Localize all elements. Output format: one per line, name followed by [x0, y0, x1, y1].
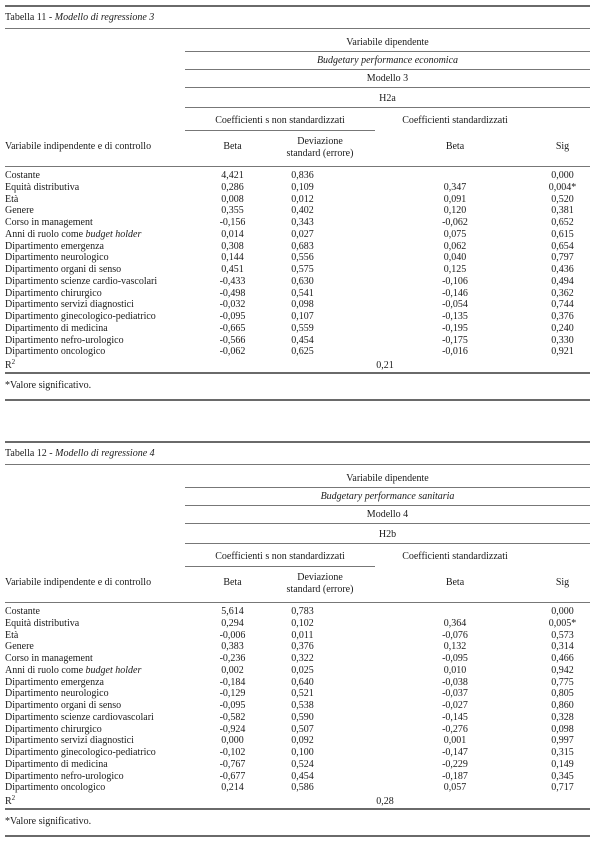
hypothesis-label: H2a	[379, 93, 396, 104]
rule	[185, 130, 375, 131]
row-label-text: Corso in management	[5, 217, 93, 228]
cell-dev: 0,575	[291, 264, 314, 275]
row-label	[5, 654, 93, 664]
cell-dev: 0,109	[291, 181, 314, 193]
cell-dev: 0,098	[291, 299, 314, 311]
cell-beta: 0,144	[221, 252, 244, 264]
cell-dev: 0,521	[291, 688, 314, 700]
top-rule	[5, 441, 590, 443]
cell-dev: 0,640	[291, 676, 314, 688]
row-label-text: Dipartimento scienze cardio-vascolari	[5, 275, 158, 287]
table-title	[5, 13, 154, 23]
cell-dev: 0,836	[291, 170, 314, 181]
cell-beta-std: -0,146	[442, 287, 468, 299]
cell-dev: 0,025	[291, 664, 314, 676]
row-label-text: Dipartimento neurologico	[5, 252, 109, 264]
row-label	[5, 631, 18, 641]
row-label-text: Dipartimento emergenza	[5, 240, 104, 252]
row-label-text: Genere	[5, 641, 34, 653]
row-label-text: Anni di ruolo come	[5, 664, 86, 676]
cell-sig: 0,717	[551, 782, 574, 794]
row-label	[5, 772, 124, 782]
row-label	[5, 760, 108, 770]
cell-beta-std: -0,016	[442, 346, 468, 358]
cell-dev: 0,102	[291, 617, 314, 629]
row-label-text: Dipartimento emergenza	[5, 676, 104, 688]
row-label	[5, 265, 121, 275]
cell-beta: 0,286	[221, 181, 244, 193]
cell-beta: 0,383	[221, 641, 244, 653]
row-label-text: Dipartimento oncologico	[5, 782, 106, 794]
cell-beta-std: 0,040	[443, 252, 467, 264]
cell-beta-std: -0,038	[442, 676, 468, 688]
col-dev-header-1: Deviazione	[297, 136, 343, 147]
row-label-text: Dipartimento ginecologico-pediatrico	[5, 311, 156, 322]
cell-dev: 0,376	[291, 641, 314, 653]
cell-sig: 0,615	[551, 228, 574, 240]
col-beta-std-header: Beta	[445, 141, 465, 152]
row-label-text: Costante	[5, 606, 40, 617]
cell-beta-std: 0,120	[443, 205, 467, 217]
cell-sig: 0,005*	[548, 617, 577, 629]
row-label-text: Dipartimento chirurgico	[5, 723, 102, 735]
cell-beta: 0,451	[221, 264, 244, 275]
cell-beta: -0,062	[219, 346, 246, 358]
row-label-text: Età	[5, 193, 19, 205]
row-label-text: Equità distributiva	[5, 617, 80, 629]
rule	[5, 808, 590, 810]
cell-beta: -0,677	[219, 770, 246, 782]
row-label	[5, 253, 109, 263]
cell-dev: 0,683	[291, 240, 314, 252]
table-title	[5, 449, 155, 459]
cell-dev: 0,454	[291, 770, 314, 782]
dep-var-label: Variabile dipendente	[346, 473, 429, 484]
row-label	[5, 748, 156, 758]
rule	[185, 566, 375, 567]
rule	[5, 399, 590, 401]
model-label: Modello 3	[366, 73, 409, 84]
cell-sig: 0,573	[551, 629, 574, 641]
col-var-header: Variabile indipendente e di controllo	[5, 141, 152, 152]
r2-sup: 2	[11, 794, 16, 802]
cell-dev: 0,402	[291, 205, 314, 217]
row-label-text: Anni di ruolo come	[5, 228, 86, 240]
row-label	[5, 336, 124, 346]
row-label	[5, 242, 104, 252]
rule	[185, 523, 590, 524]
col-dev-header-2: standard (errore)	[286, 584, 354, 595]
cell-dev: 0,556	[291, 252, 314, 264]
table-number: Tabella 11 -	[5, 12, 55, 23]
group-unstd-label: Coefficienti s non standardizzati	[215, 551, 345, 562]
cell-dev: 0,538	[291, 700, 314, 711]
row-label-text: Dipartimento organi di senso	[5, 700, 122, 711]
row-label	[5, 230, 141, 240]
cell-beta: -0,582	[219, 711, 246, 723]
cell-sig: 0,098	[551, 723, 574, 735]
cell-beta-std: 0,062	[443, 240, 467, 252]
row-label	[5, 218, 93, 228]
cell-dev: 0,541	[291, 287, 314, 299]
cell-sig: 0,654	[551, 240, 574, 252]
row-label	[5, 171, 40, 181]
cell-sig: 0,240	[551, 322, 574, 334]
cell-beta: -0,095	[219, 311, 246, 322]
cell-sig: 0,000	[551, 606, 574, 617]
cell-beta-std: 0,010	[443, 664, 467, 676]
r2-value: 0,21	[376, 360, 394, 371]
cell-beta: 0,308	[221, 240, 244, 252]
cell-beta-std: -0,175	[442, 334, 468, 346]
cell-sig: 0,775	[551, 676, 574, 688]
cell-beta-std: -0,135	[442, 311, 468, 322]
cell-sig: 0,797	[551, 252, 574, 264]
rule	[185, 487, 590, 488]
cell-beta: -0,665	[219, 322, 246, 334]
cell-beta-std: -0,229	[442, 758, 468, 770]
cell-sig: 0,315	[551, 747, 574, 758]
cell-beta: -0,095	[219, 700, 246, 711]
cell-beta: -0,032	[219, 299, 246, 311]
cell-dev: 0,454	[291, 334, 314, 346]
cell-dev: 0,625	[291, 346, 314, 358]
cell-beta: -0,924	[219, 723, 246, 735]
cell-sig: 0,805	[551, 688, 574, 700]
row-label	[5, 713, 154, 723]
row-label-text: Corso in management	[5, 653, 93, 664]
cell-dev: 0,027	[291, 228, 314, 240]
row-label-text: Dipartimento servizi diagnostici	[5, 735, 134, 747]
cell-beta: 0,214	[221, 782, 244, 794]
cell-sig: 0,004*	[548, 181, 577, 193]
table-name: Modello di regressione 3	[54, 12, 155, 23]
rule	[185, 87, 590, 88]
rule	[5, 835, 590, 837]
cell-beta-std: 0,347	[443, 181, 467, 193]
row-label	[5, 783, 105, 793]
rule	[185, 505, 590, 506]
row-label-text: Dipartimento servizi diagnostici	[5, 299, 134, 311]
cell-sig: 0,942	[551, 664, 574, 676]
row-label-italic: budget holder	[85, 664, 142, 676]
row-label-text: Dipartimento nefro-urologico	[5, 334, 124, 346]
cell-beta: 0,000	[221, 735, 244, 747]
cell-beta-std: -0,062	[442, 217, 468, 228]
cell-dev: 0,590	[291, 711, 314, 723]
cell-beta: -0,498	[219, 287, 246, 299]
cell-dev: 0,107	[291, 311, 314, 322]
table-number: Tabella 12 -	[5, 448, 56, 459]
cell-beta: 0,008	[221, 193, 244, 205]
row-label-text: Dipartimento organi di senso	[5, 264, 122, 275]
cell-beta: 0,014	[221, 228, 244, 240]
row-label-text: Dipartimento di medicina	[5, 758, 108, 770]
cell-sig: 0,314	[551, 641, 574, 653]
cell-beta: 0,002	[221, 664, 244, 676]
col-sig-header: Sig	[555, 141, 570, 152]
cell-beta: -0,767	[219, 758, 246, 770]
row-label	[5, 642, 34, 652]
row-label-text: Equità distributiva	[5, 181, 80, 193]
row-label-text: Dipartimento chirurgico	[5, 287, 102, 299]
rule	[185, 69, 590, 70]
cell-beta-std: 0,057	[443, 782, 467, 794]
row-label-text: Età	[5, 629, 19, 641]
cell-dev: 0,586	[291, 782, 314, 794]
cell-beta-std: 0,075	[443, 228, 467, 240]
col-dev-header-2: standard (errore)	[286, 148, 354, 159]
row-label	[5, 619, 79, 629]
cell-sig: 0,328	[551, 711, 574, 723]
row-label-text: Costante	[5, 170, 40, 181]
col-dev-header-1: Deviazione	[297, 572, 343, 583]
cell-dev: 0,092	[291, 735, 314, 747]
cell-beta-std: 0,364	[443, 617, 467, 629]
row-label-text: Dipartimento oncologico	[5, 346, 106, 358]
rule	[185, 107, 590, 108]
cell-beta-std: -0,095	[442, 653, 468, 664]
cell-beta-std: 0,125	[443, 264, 467, 275]
cell-beta: 0,294	[221, 617, 244, 629]
row-label-text: Dipartimento di medicina	[5, 322, 108, 334]
cell-sig: 0,345	[551, 770, 574, 782]
row-label	[5, 666, 141, 676]
cell-dev: 0,322	[291, 653, 314, 664]
row-label-text: Genere	[5, 205, 34, 217]
cell-beta-std: -0,145	[442, 711, 468, 723]
dep-var-name: Budgetary performance economica	[316, 55, 459, 66]
row-label	[5, 689, 109, 699]
cell-beta-std: 0,091	[443, 193, 467, 205]
row-label	[5, 289, 102, 299]
dep-var-label: Variabile dipendente	[346, 37, 429, 48]
cell-beta-std: 0,132	[443, 641, 467, 653]
model-label: Modello 4	[366, 509, 409, 520]
rule	[5, 372, 590, 374]
cell-beta: -0,156	[219, 217, 246, 228]
r2-letter: R	[5, 360, 12, 371]
dep-var-name: Budgetary performance sanitaria	[320, 491, 455, 502]
row-label	[5, 300, 134, 310]
row-label	[5, 678, 104, 688]
r2-sup: 2	[11, 358, 16, 366]
cell-beta: 5,614	[221, 606, 244, 617]
col-beta-header: Beta	[223, 141, 242, 152]
row-label-text: Dipartimento neurologico	[5, 688, 109, 700]
cell-sig: 0,494	[551, 275, 574, 287]
cell-sig: 0,362	[551, 287, 574, 299]
row-label	[5, 195, 18, 205]
cell-dev: 0,100	[291, 747, 314, 758]
rule	[5, 166, 590, 167]
table-note: *Valore significativo.	[5, 816, 92, 827]
row-label-italic: budget holder	[85, 228, 142, 240]
row-label	[5, 183, 79, 193]
cell-beta-std: -0,187	[442, 770, 468, 782]
cell-beta: 4,421	[221, 170, 244, 181]
cell-beta-std: -0,276	[442, 723, 468, 735]
rule	[5, 464, 590, 465]
row-label-text: Dipartimento ginecologico-pediatrico	[5, 747, 156, 758]
table-block	[0, 436, 596, 843]
cell-beta-std: -0,027	[442, 700, 468, 711]
rule	[185, 543, 590, 544]
cell-beta: -0,184	[219, 676, 246, 688]
row-label	[5, 324, 108, 334]
cell-sig: 0,520	[551, 193, 574, 205]
row-label	[5, 347, 105, 357]
table-name: Modello di regressione 4	[55, 448, 155, 459]
r2-label	[5, 359, 15, 371]
r2-value: 0,28	[376, 796, 394, 807]
table-note: *Valore significativo.	[5, 380, 92, 391]
cell-beta: -0,566	[219, 334, 246, 346]
row-label	[5, 206, 34, 216]
cell-beta: -0,102	[219, 747, 246, 758]
cell-sig: 0,381	[551, 205, 574, 217]
col-beta-std-header: Beta	[445, 577, 465, 588]
rule	[185, 51, 590, 52]
cell-sig: 0,997	[551, 735, 574, 747]
cell-beta: -0,433	[219, 275, 246, 287]
col-var-header: Variabile indipendente e di controllo	[5, 577, 152, 588]
cell-sig: 0,149	[551, 758, 574, 770]
rule	[5, 602, 590, 603]
cell-sig: 0,744	[551, 299, 574, 311]
cell-sig: 0,652	[551, 217, 574, 228]
cell-sig: 0,376	[551, 311, 574, 322]
cell-dev: 0,559	[291, 322, 314, 334]
cell-beta-std: -0,054	[442, 299, 468, 311]
cell-dev: 0,630	[291, 275, 314, 287]
row-label-text: Dipartimento nefro-urologico	[5, 770, 124, 782]
row-label	[5, 277, 157, 287]
rule	[5, 28, 590, 29]
row-label-text: Dipartimento scienze cardiovascolari	[5, 711, 154, 723]
cell-sig: 0,921	[551, 346, 574, 358]
cell-sig: 0,436	[551, 264, 574, 275]
col-sig-header: Sig	[555, 577, 570, 588]
cell-beta: 0,355	[221, 205, 244, 217]
cell-dev: 0,524	[291, 758, 314, 770]
cell-beta: -0,236	[219, 653, 246, 664]
group-std-label: Coefficienti standardizzati	[402, 551, 508, 562]
row-label	[5, 607, 40, 617]
cell-dev: 0,012	[291, 193, 314, 205]
cell-dev: 0,507	[291, 723, 314, 735]
cell-beta-std: 0,001	[443, 735, 467, 747]
cell-beta-std: -0,037	[442, 688, 468, 700]
group-unstd-label: Coefficienti s non standardizzati	[215, 115, 345, 126]
cell-sig: 0,330	[551, 334, 574, 346]
cell-beta: -0,129	[219, 688, 246, 700]
cell-dev: 0,783	[291, 606, 314, 617]
cell-beta-std: -0,195	[442, 322, 468, 334]
r2-label	[5, 795, 15, 807]
row-label	[5, 312, 156, 322]
row-label	[5, 701, 121, 711]
cell-dev: 0,343	[291, 217, 314, 228]
col-beta-header: Beta	[223, 577, 242, 588]
table-block	[0, 0, 596, 420]
row-label	[5, 725, 102, 735]
group-std-label: Coefficienti standardizzati	[402, 115, 508, 126]
hypothesis-label: H2b	[378, 529, 397, 540]
cell-beta-std: -0,147	[442, 747, 468, 758]
cell-beta-std: -0,106	[442, 275, 468, 287]
cell-sig: 0,466	[551, 653, 574, 664]
row-label	[5, 736, 134, 746]
cell-sig: 0,000	[551, 170, 574, 181]
r2-letter: R	[5, 796, 12, 807]
top-rule	[5, 5, 590, 7]
cell-sig: 0,860	[551, 700, 574, 711]
cell-beta-std: -0,076	[442, 629, 468, 641]
cell-dev: 0,011	[291, 629, 314, 641]
cell-beta: -0,006	[219, 629, 246, 641]
